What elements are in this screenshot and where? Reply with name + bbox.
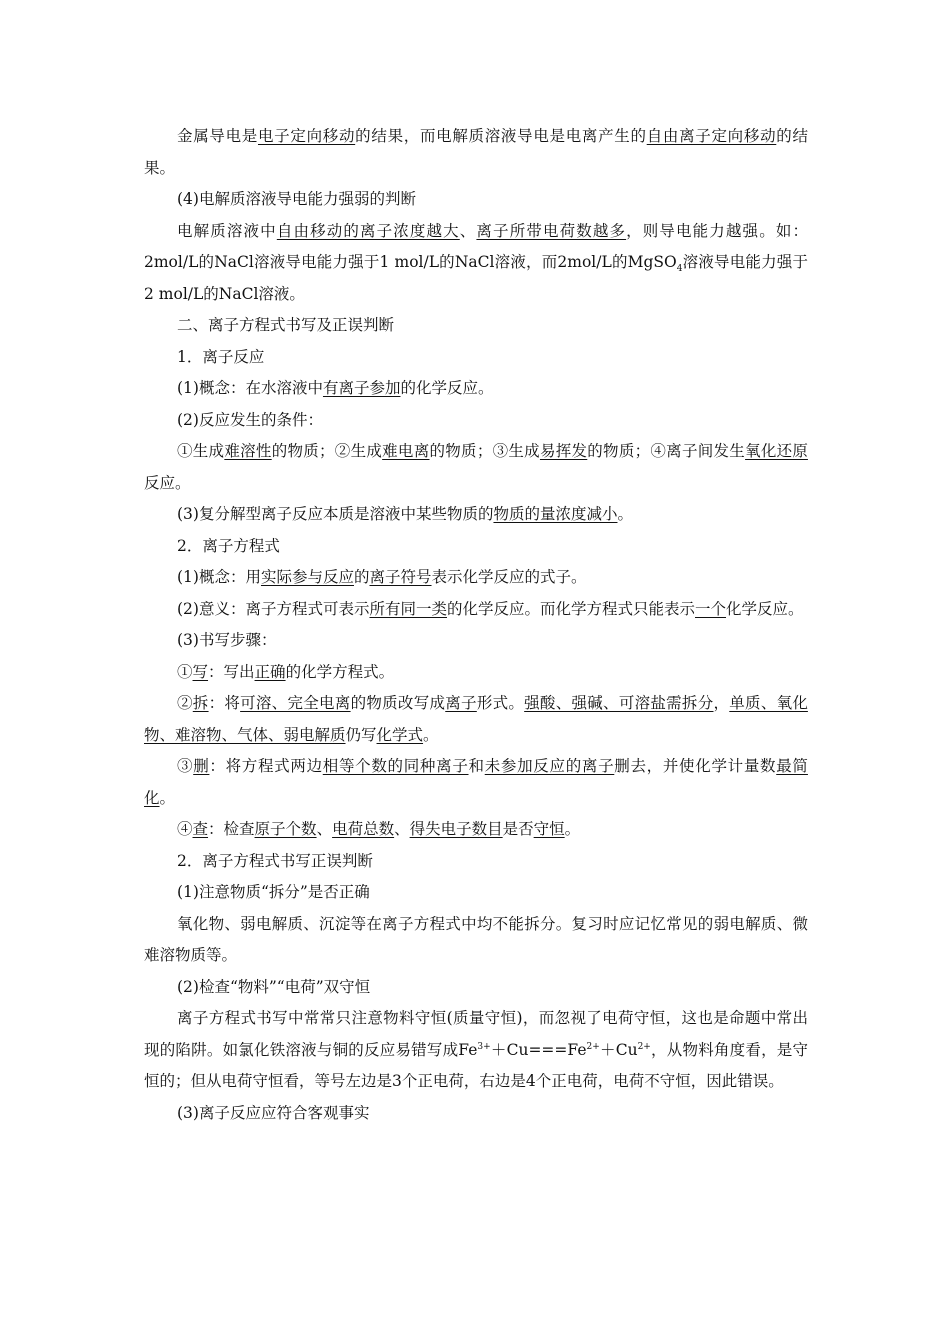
text-run: 是否 — [502, 820, 534, 838]
paragraph — [144, 814, 808, 846]
underlined-answer: 有离子参加 — [322, 379, 401, 397]
text-run: ，则导电能力越强。如：2mol/L的NaCl溶液导电能力强于1 mol/L的NaCl溶液，而2mol/L的MgSO — [144, 221, 808, 271]
underlined-answer: 未参加反应的离子 — [484, 757, 615, 775]
underlined-answer: 所有同一类 — [369, 599, 447, 618]
underlined-answer: 实际参与反应 — [260, 568, 354, 586]
text-run: 1．离子反应 — [177, 347, 265, 366]
text-run: 仍写 — [345, 725, 377, 744]
text-run: ①生成 — [177, 442, 225, 460]
text-run: 二、离子方程式书写及正误判断 — [177, 316, 395, 334]
text-run: 的化学方程式。 — [285, 662, 395, 681]
underlined-answer: 离子 — [445, 694, 477, 712]
paragraph — [144, 688, 808, 751]
text-run: 离子方程式书写中常常只注意物料守恒(质量守恒)，而忽视了电荷守恒，这也是命题中常出现的陷阱。如氯化铁溶液与铜的反应易错写成Fe — [144, 1009, 808, 1059]
underlined-answer: 自由移动的离子浓度越大 — [276, 221, 460, 240]
text-run: (4)电解质溶液导电能力强弱的判断 — [177, 190, 416, 208]
underlined-answer: 查 — [192, 820, 209, 838]
paragraph — [144, 657, 808, 689]
underlined-answer: 电子定向移动 — [257, 127, 356, 145]
text-run: 、 — [459, 221, 477, 240]
paragraph — [144, 909, 808, 972]
document-page — [144, 121, 808, 1129]
text-run: (2)反应发生的条件： — [177, 410, 323, 429]
subsection-heading — [144, 531, 808, 563]
underlined-answer: 化学式 — [376, 725, 424, 744]
text-run: 2．离子方程式书写正误判断 — [177, 851, 373, 870]
superscript: 2+ — [637, 1041, 651, 1052]
paragraph — [144, 1003, 808, 1098]
paragraph — [144, 1098, 808, 1130]
section-heading — [144, 310, 808, 342]
text-run: ， — [713, 694, 730, 712]
text-run: 删去，并使化学计量数 — [614, 757, 777, 775]
underlined-answer: 离子所带电荷数越多 — [476, 221, 627, 240]
paragraph — [144, 972, 808, 1004]
paragraph — [144, 216, 808, 311]
underlined-answer: 得失电子数目 — [409, 820, 503, 838]
superscript: 3+ — [477, 1041, 491, 1052]
underlined-answer: 删 — [193, 757, 210, 775]
subscript: 4 — [676, 264, 683, 275]
underlined-answer: 物质的量浓度减小 — [493, 505, 618, 523]
underlined-answer: 电荷总数 — [332, 820, 395, 838]
text-run: ＋Cu===Fe — [490, 1040, 587, 1059]
underlined-answer: 可溶、完全电离 — [240, 694, 351, 712]
text-run: 电解质溶液中 — [177, 221, 277, 240]
text-run: 溶液导电能力强于2 mol/L的NaCl溶液。 — [144, 253, 808, 303]
underlined-answer: 易挥发 — [539, 442, 588, 460]
subsection-heading — [144, 342, 808, 374]
text-run: ：将方程式两边 — [209, 757, 323, 775]
underlined-answer: 原子个数 — [254, 820, 317, 838]
text-run: (3)书写步骤： — [177, 631, 277, 649]
paragraph — [144, 877, 808, 909]
text-run: 氧化物、弱电解质、沉淀等在离子方程式中均不能拆分。复习时应记忆常见的弱电解质、微难溶物质等。 — [144, 914, 808, 964]
text-run: ④ — [177, 820, 193, 838]
text-run: (3)离子反应应符合客观事实 — [177, 1103, 370, 1122]
subsection-heading — [144, 846, 808, 878]
text-run: (1)概念：在水溶液中 — [177, 379, 323, 397]
text-run: 的化学反应。 — [400, 379, 494, 397]
paragraph — [144, 562, 808, 594]
underlined-answer: 相等个数的同种离子 — [322, 757, 469, 775]
paragraph — [144, 373, 808, 405]
superscript: 2+ — [586, 1041, 600, 1052]
underlined-answer: 一个 — [695, 599, 727, 618]
underlined-answer: 离子符号 — [369, 568, 432, 586]
paragraph — [144, 751, 808, 814]
text-run: 2．离子方程式 — [177, 536, 280, 555]
text-run: 。 — [423, 725, 439, 744]
text-run: ：写出 — [208, 662, 255, 681]
text-run: 的物质；④离子间发生 — [587, 442, 746, 460]
text-run: 的结果，而电解质溶液导电是电离产生的 — [355, 127, 647, 145]
text-run: 金属导电是 — [177, 127, 258, 145]
text-run: 的 — [353, 568, 370, 586]
paragraph — [144, 499, 808, 531]
text-run: (2)意义：离子方程式可表示 — [177, 599, 370, 618]
paragraph — [144, 184, 808, 216]
text-run: 的物质；②生成 — [271, 442, 383, 460]
text-run: 化学反应。 — [726, 599, 804, 618]
text-run: (1)概念：用 — [177, 568, 261, 586]
text-run: (3)复分解型离子反应本质是溶液中某些物质的 — [177, 505, 494, 523]
text-run: (2)检查“物料”“电荷”双守恒 — [177, 977, 371, 996]
text-run: ＋Cu — [599, 1040, 638, 1059]
text-run: ② — [177, 694, 193, 712]
text-run: ：检查 — [208, 820, 255, 838]
text-run: ，从物料角度看，是守恒的；但从电荷守恒看，等号左边是3个正电荷，右边是4个正电荷，电荷不守恒，因此错误。 — [144, 1040, 808, 1090]
text-run: 和 — [468, 757, 485, 775]
underlined-answer: 氧化还原 — [745, 442, 808, 460]
text-run: 、 — [316, 820, 333, 838]
underlined-answer: 单质、氧化物、难溶物、气体、弱电解质 — [144, 694, 808, 744]
paragraph — [144, 594, 808, 626]
text-run: 表示化学反应的式子。 — [431, 568, 587, 586]
paragraph — [144, 436, 808, 499]
text-run: 的化学反应。而化学方程式只能表示 — [446, 599, 695, 618]
text-run: 、 — [394, 820, 410, 838]
underlined-answer: 自由离子定向移动 — [646, 127, 777, 145]
text-run: 形式。 — [476, 694, 525, 712]
text-run: 的物质改写成 — [350, 694, 446, 712]
underlined-answer: 强酸、强碱、可溶盐需拆分 — [524, 694, 714, 712]
text-run: 。 — [159, 788, 176, 807]
underlined-answer: 写 — [192, 662, 209, 681]
text-run: 。 — [617, 505, 633, 523]
underlined-answer: 守恒 — [533, 820, 565, 838]
underlined-answer: 正确 — [254, 662, 286, 681]
underlined-answer: 难溶性 — [224, 442, 272, 460]
text-run: 的物质；③生成 — [429, 442, 540, 460]
text-run: (1)注意物质“拆分”是否正确 — [177, 883, 370, 901]
paragraph — [144, 121, 808, 184]
underlined-answer: 难电离 — [382, 442, 430, 460]
text-run: 。 — [564, 820, 581, 838]
text-run: ① — [177, 662, 193, 681]
text-run: ③ — [177, 757, 194, 775]
underlined-answer: 拆 — [192, 694, 209, 712]
text-run: ：将 — [208, 694, 241, 712]
underlined-answer: 最简化 — [144, 757, 808, 807]
text-run: 反应。 — [144, 473, 191, 492]
paragraph — [144, 405, 808, 437]
paragraph — [144, 625, 808, 657]
text-run: 的结果。 — [144, 127, 808, 177]
